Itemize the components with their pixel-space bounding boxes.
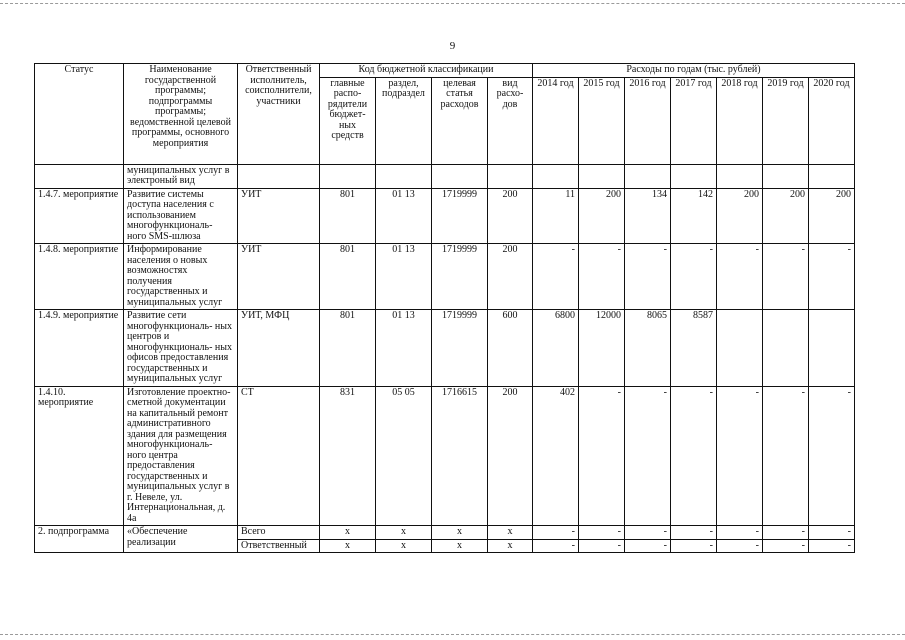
row-main-manager: x bbox=[320, 539, 376, 553]
budget-table bbox=[34, 63, 855, 553]
row-expense-type: x bbox=[488, 539, 533, 553]
row-year-2015: - bbox=[579, 244, 625, 310]
continuation-name: муниципальных услуг в электроный вид bbox=[124, 164, 238, 188]
row-year-2014: 6800 bbox=[533, 310, 579, 387]
header-year-2017: 2017 год bbox=[671, 77, 717, 164]
header-responsible: Ответственный исполнитель, соисполнители, участники bbox=[238, 64, 320, 165]
row-year-2017: - bbox=[671, 539, 717, 553]
row-year-2014: 11 bbox=[533, 188, 579, 244]
row-responsible: УИТ bbox=[238, 244, 320, 310]
row-year-2018 bbox=[717, 310, 763, 387]
subprogram-row-total bbox=[35, 526, 855, 540]
row-expense-type: x bbox=[488, 526, 533, 540]
header-year-2020: 2020 год bbox=[809, 77, 855, 164]
row-year-2016: 8065 bbox=[625, 310, 671, 387]
row-year-2014: - bbox=[533, 539, 579, 553]
header-section: раздел, подраздел bbox=[376, 77, 432, 164]
row-year-2017: - bbox=[671, 244, 717, 310]
row-responsible: Ответственный bbox=[238, 539, 320, 553]
table-row bbox=[35, 244, 855, 310]
row-main-manager: 801 bbox=[320, 310, 376, 387]
continuation-status bbox=[35, 164, 124, 188]
row-year-2015: - bbox=[579, 386, 625, 526]
header-main-manager: главные распо- рядители бюджет- ных средств bbox=[320, 77, 376, 164]
header-year-2014: 2014 год bbox=[533, 77, 579, 164]
row-section: 01 13 bbox=[376, 310, 432, 387]
row-name: Развитие системы доступа населения с использованием многофункциональ- ного SMS-шлюза bbox=[124, 188, 238, 244]
row-year-2019: - bbox=[763, 526, 809, 540]
row-year-2019: 200 bbox=[763, 188, 809, 244]
header-year-2015: 2015 год bbox=[579, 77, 625, 164]
row-section: x bbox=[376, 539, 432, 553]
table-row bbox=[35, 386, 855, 526]
row-year-2015: 12000 bbox=[579, 310, 625, 387]
row-expense-type: 200 bbox=[488, 386, 533, 526]
header-name: Наименование государственной программы; подпрограммы программы; ведомственной целевой программы, основного мероприятия bbox=[124, 64, 238, 165]
row-name: Информирование населения о новых возможностях получения государственных и муниципальных услуг bbox=[124, 244, 238, 310]
row-year-2016: 134 bbox=[625, 188, 671, 244]
header-status: Статус bbox=[35, 64, 124, 165]
row-year-2018: - bbox=[717, 526, 763, 540]
page-number: 9 bbox=[449, 40, 456, 52]
row-year-2018: - bbox=[717, 244, 763, 310]
row-year-2020: - bbox=[809, 386, 855, 526]
row-main-manager: 831 bbox=[320, 386, 376, 526]
row-year-2020: - bbox=[809, 244, 855, 310]
header-expense-type: вид расхо- дов bbox=[488, 77, 533, 164]
row-responsible: УИТ, МФЦ bbox=[238, 310, 320, 387]
row-section: 05 05 bbox=[376, 386, 432, 526]
row-year-2018: 200 bbox=[717, 188, 763, 244]
row-year-2017: - bbox=[671, 386, 717, 526]
row-target-article: x bbox=[432, 526, 488, 540]
scan-edge-bottom bbox=[0, 634, 905, 635]
row-year-2020: 200 bbox=[809, 188, 855, 244]
row-year-2019: - bbox=[763, 386, 809, 526]
row-name: Развитие сети многофункциональ- ных центров и многофункциональ- ных офисов предоставления государственных и муниципальных услуг bbox=[124, 310, 238, 387]
row-year-2020: - bbox=[809, 539, 855, 553]
row-target-article: 1716615 bbox=[432, 386, 488, 526]
header-target-article: целевая статья расходов bbox=[432, 77, 488, 164]
row-year-2014: 402 bbox=[533, 386, 579, 526]
header-year-2018: 2018 год bbox=[717, 77, 763, 164]
row-section: x bbox=[376, 526, 432, 540]
row-year-2016: - bbox=[625, 526, 671, 540]
row-year-2016: - bbox=[625, 539, 671, 553]
row-target-article: 1719999 bbox=[432, 188, 488, 244]
row-section: 01 13 bbox=[376, 244, 432, 310]
subprogram-status: 2. подпрограмма bbox=[35, 526, 124, 553]
row-year-2015: 200 bbox=[579, 188, 625, 244]
subprogram-name: «Обеспечение реализации bbox=[124, 526, 238, 553]
row-main-manager: x bbox=[320, 526, 376, 540]
continuation-row bbox=[35, 164, 855, 188]
table-row bbox=[35, 310, 855, 387]
header-budget-code: Код бюджетной классификации bbox=[320, 64, 533, 78]
row-year-2020 bbox=[809, 310, 855, 387]
row-year-2018: - bbox=[717, 539, 763, 553]
table-row bbox=[35, 188, 855, 244]
row-name: Изготовление проектно-сметной документации на капитальный ремонт административного здания для размещения многофункциональ- ного центра предоставления государственных и муниципальных услуг в г. Невеле, ул. Интернациональная, д. 4а bbox=[124, 386, 238, 526]
row-year-2014: - bbox=[533, 526, 579, 540]
row-year-2017: 142 bbox=[671, 188, 717, 244]
row-expense-type: 200 bbox=[488, 244, 533, 310]
row-year-2019 bbox=[763, 310, 809, 387]
row-status: 1.4.10. мероприятие bbox=[35, 386, 124, 526]
header-expenses-by-year: Расходы по годам (тыс. рублей) bbox=[533, 64, 855, 78]
row-year-2014: - bbox=[533, 244, 579, 310]
row-year-2018: - bbox=[717, 386, 763, 526]
row-status: 1.4.9. мероприятие bbox=[35, 310, 124, 387]
row-target-article: 1719999 bbox=[432, 244, 488, 310]
row-year-2017: 8587 bbox=[671, 310, 717, 387]
row-responsible: СТ bbox=[238, 386, 320, 526]
row-expense-type: 600 bbox=[488, 310, 533, 387]
row-status: 1.4.8. мероприятие bbox=[35, 244, 124, 310]
row-year-2015: - bbox=[579, 539, 625, 553]
row-section: 01 13 bbox=[376, 188, 432, 244]
row-responsible: УИТ bbox=[238, 188, 320, 244]
row-expense-type: 200 bbox=[488, 188, 533, 244]
row-year-2017: - bbox=[671, 526, 717, 540]
row-responsible: Всего bbox=[238, 526, 320, 540]
header-year-2016: 2016 год bbox=[625, 77, 671, 164]
row-year-2019: - bbox=[763, 244, 809, 310]
row-target-article: x bbox=[432, 539, 488, 553]
row-year-2015: - bbox=[579, 526, 625, 540]
row-main-manager: 801 bbox=[320, 188, 376, 244]
row-status: 1.4.7. мероприятие bbox=[35, 188, 124, 244]
row-year-2019: - bbox=[763, 539, 809, 553]
row-target-article: 1719999 bbox=[432, 310, 488, 387]
header-row-top bbox=[35, 64, 855, 78]
row-year-2020: - bbox=[809, 526, 855, 540]
row-main-manager: 801 bbox=[320, 244, 376, 310]
row-year-2016: - bbox=[625, 386, 671, 526]
scan-edge-top bbox=[0, 3, 905, 4]
row-year-2016: - bbox=[625, 244, 671, 310]
header-year-2019: 2019 год bbox=[763, 77, 809, 164]
